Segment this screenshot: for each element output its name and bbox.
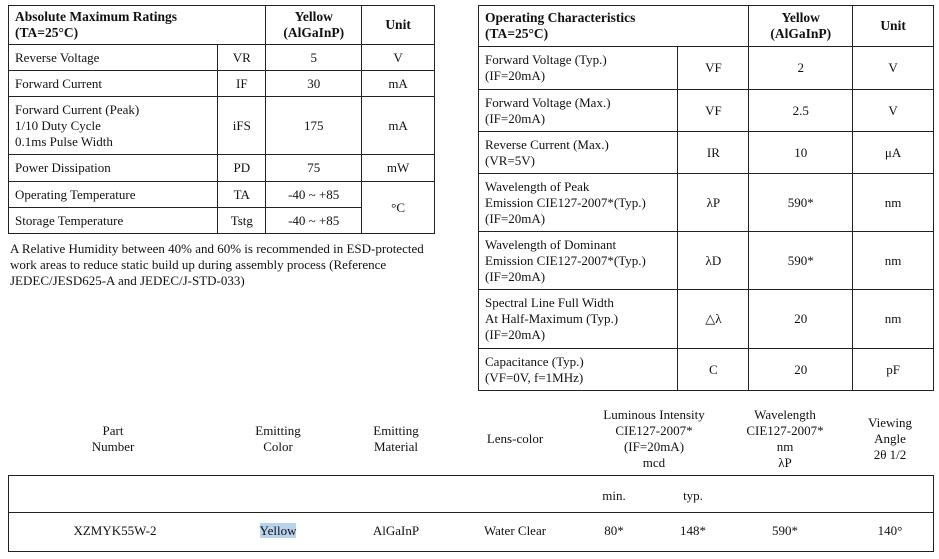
subheader-min: min. [602,488,626,503]
header-wavelength: Wavelength CIE127-2007* nm λP [746,407,824,470]
emitting-material-cell: AlGaInP [372,523,420,538]
table-row: Operating Temperature TA -40 ~ +85 °C [9,182,435,208]
table-row: Wavelength of Dominant Emission CIE127-2007*(Typ.) (IF=20mA) λD 590* nm [479,232,934,290]
header-emitting-color: Emitting Color [255,423,301,454]
abs-col-yellow: Yellow (AlGaInP) [266,6,362,45]
operating-characteristics-table [478,5,934,391]
table-row: Reverse Voltage VR 5 V [9,45,435,71]
table-row: Power Dissipation PD 75 mW [9,155,435,182]
selected-text-highlight: Yellow [259,523,297,538]
part-number-cell: XZMYK55W-2 [73,523,157,538]
header-part-number: Part Number [91,423,135,454]
lens-color-cell: Water Clear [483,523,547,538]
part-selection-table [0,405,939,559]
subheader-row [8,475,934,513]
ops-col-unit: Unit [853,6,934,47]
emitting-color-cell [228,523,328,539]
abs-title: Absolute Maximum Ratings (TA=25°C) [9,6,266,45]
table-row: Forward Current (Peak) 1/10 Duty Cycle 0.1ms Pulse Width iFS 175 mA [9,97,435,155]
header-lens-color: Lens-color [486,431,544,446]
min-intensity-cell: 80* [604,523,624,538]
absolute-maximum-ratings-table [8,5,435,234]
table-row: Capacitance (Typ.) (VF=0V, f=1MHz) C 20 pF [479,349,934,391]
ops-col-yellow: Yellow (AlGaInP) [749,6,853,47]
subheader-typ: typ. [683,488,703,503]
table-row: Spectral Line Full Width At Half-Maximum (Typ.) (IF=20mA) △λ 20 nm [479,290,934,349]
header-emitting-material: Emitting Material [373,423,419,454]
table-row: Forward Voltage (Typ.) (IF=20mA) VF 2 V [479,47,934,90]
typ-intensity-cell: 148* [680,523,706,538]
abs-col-unit: Unit [362,6,435,45]
humidity-note: A Relative Humidity between 40% and 60% is recommended in ESD-protected work areas to reduce static build up during assembly process (Reference JEDEC/JESD625-A and JEDEC/J-STD-033) [10,241,424,288]
header-luminous-intensity: Luminous Intensity CIE127-2007* (IF=20mA) mcd [603,407,705,470]
viewing-angle-cell: 140° [877,523,903,538]
table-row: Reverse Current (Max.) (VR=5V) IR 10 μA [479,132,934,174]
table-row: Forward Current IF 30 mA [9,71,435,97]
header-viewing-angle: Viewing Angle 2θ 1/2 [868,415,912,462]
table-row: Storage Temperature Tstg -40 ~ +85 [9,208,435,234]
table-row: Wavelength of Peak Emission CIE127-2007*(Typ.) (IF=20mA) λP 590* nm [479,174,934,232]
ops-title: Operating Characteristics (TA=25°C) [479,6,749,47]
wavelength-cell: 590* [772,523,798,538]
table-row: Forward Voltage (Max.) (IF=20mA) VF 2.5 V [479,90,934,132]
